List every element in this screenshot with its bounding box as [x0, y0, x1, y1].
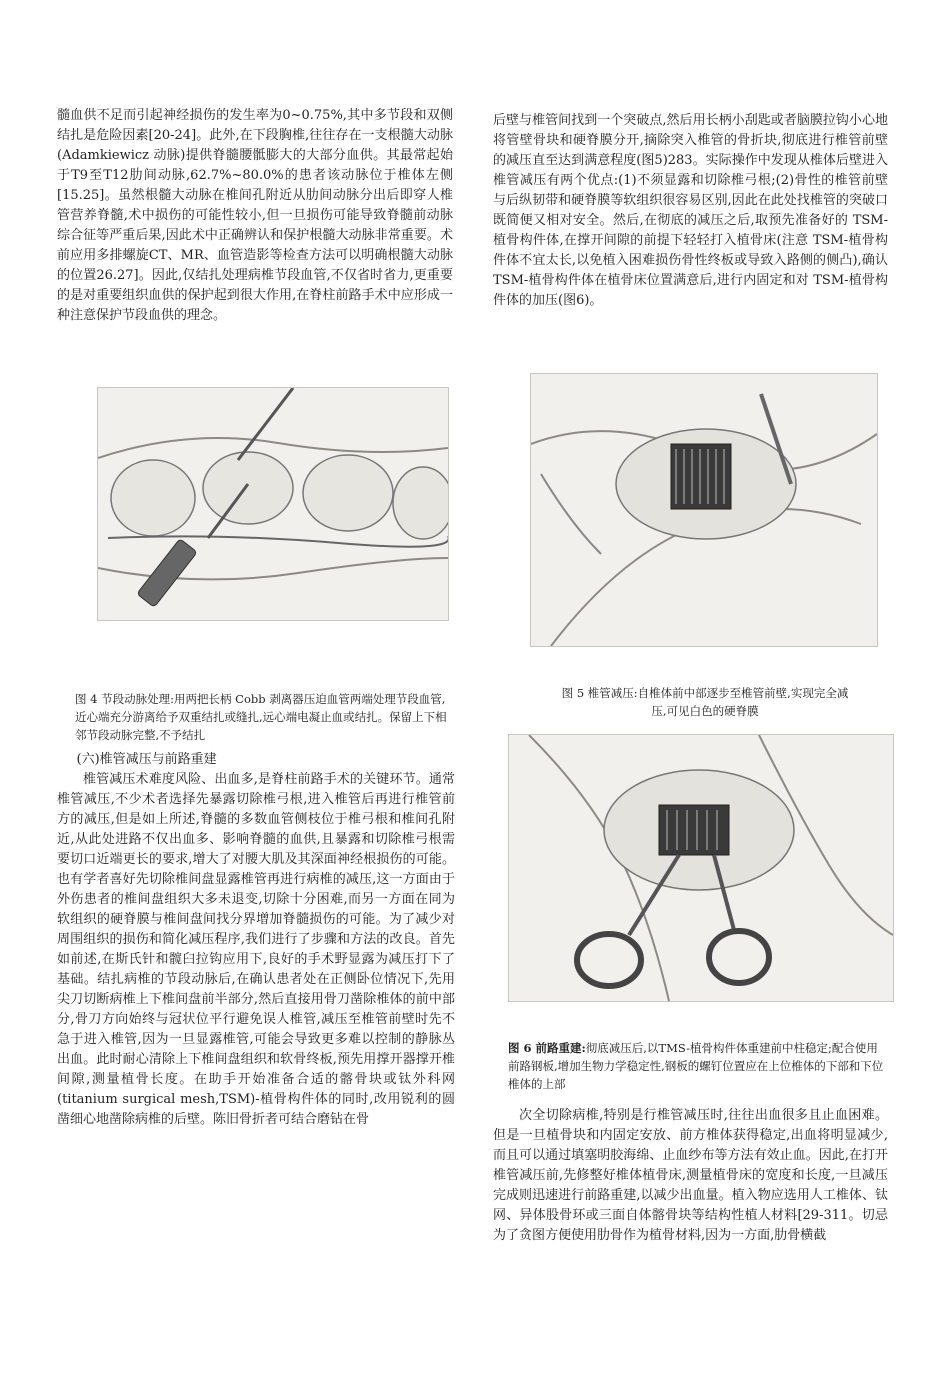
section-heading: (六)椎管减压与前路重建: [76, 752, 217, 767]
body-paragraph: 椎管减压术难度风险、出血多,是脊柱前路手术的关键环节。通常椎管减压,不少术者选择先暴露切除椎弓根,进入椎管后再进行椎管前方的减压,但是如上所述,脊髓的多数血管侧枝位于椎弓根和椎间孔附近,从此处进路不仅出血多、影响脊髓的血供,且暴露和切除椎弓根需要切口近端更长的要求,增大了对腰大肌及其深面神经根损伤的可能。也有学者喜好先切除椎间盘显露椎管再进行病椎的减压,这一方面由于外伤患者的椎间盘组织大多未退变,切除十分困难,而另一方面在同为软组织的硬脊膜与椎间盘间找分界增加脊髓损伤的可能。为了减少对周围组织的损伤和简化减压程序,我们进行了步骤和方法的改良。首先如前述,在斯氏针和髋臼拉钩应用下,良好的手术野显露为减压打下了基础。结扎病椎的节段动脉后,在确认患者处在正侧卧位情况下,先用尖刀切断病椎上下椎间盘前半部分,然后直接用骨刀凿除椎体的前中部分,骨刀方向始终与冠状位平行避免误人椎管,减压至椎管前壁时先不急于进入椎管,因为一旦显露椎管,可能会导致更多难以控制的静脉丛出血。此时耐心清除上下椎间盘组织和软骨终板,预先用撑开器撑开椎间隙,测量植骨长度。在助手开始准备合适的髂骨块或钛外科网(titanium surgical mesh,TSM)-植骨构件体的同时,改用锐利的圆凿细心地凿除病椎的后壁。陈旧骨折者可结合磨钻在骨: [57, 772, 455, 1127]
left-column-top: [57, 106, 453, 326]
right-column-top: [493, 111, 888, 311]
body-paragraph: 次全切除病椎,特别是行椎管减压时,往往出血很多且止血困难。但是一旦植骨块和内固定安放、前方椎体获得稳定,出血将明显减少,而且可以通过填塞明胶海绵、止血纱布等方法有效止血。因此,在打开椎管减压前,先修整好椎体植骨床,测量植骨床的宽度和长度,一旦减压完成则迅速进行前路重建,以减少出血量。植入物应选用人工椎体、钛网、异体股骨环或三面自体髂骨块等结构性植人材料[29-311。切忌为了贪图方便使用肋骨作为植骨材料,因为一方面,肋骨横截: [493, 1108, 888, 1243]
canal-decompression-drawing: [531, 374, 877, 646]
body-paragraph: 后壁与椎管间找到一个突破点,然后用长柄小刮匙或者脑膜拉钩小心地将管壁骨块和硬脊膜分开,摘除突入椎管的骨折块,彻底进行椎管前壁的减压直至达到满意程度(图5)283。实际操作中发现从椎体后壁进入椎管减压有两个优点:(1)不须显露和切除椎弓根;(2)骨性的椎管前壁与后纵韧带和硬脊膜等软组织很容易区别,因此在此处找椎管的突破口既简便又相对安全。然后,在彻底的减压之后,取预先准备好的 TSM-植骨构件体,在撑开间隙的前提下轻轻打入植骨床(注意 TSM-植骨构件体不宜太长,以免植入困难损伤骨性终板或导致入路侧的侧凸),确认 TSM-植骨构件体在植骨床位置满意后,进行内固定和对 TSM-植骨构件体的加压(图6)。: [493, 113, 888, 308]
figure-6-caption: [508, 1039, 888, 1093]
figure-6-caption-text: 彻底减压后,以TMS-植骨构件体重建前中柱稳定;配合使用前路钢板,增加生物力学稳定性,钢板的螺钉位置应在上位椎体的下部和下位椎体的上部: [508, 1041, 884, 1091]
left-column-bottom: [57, 750, 455, 1130]
segmental-artery-drawing: [98, 388, 448, 620]
body-paragraph: 髓血供不足而引起神经损伤的发生率为0~0.75%,其中多节段和双侧结扎是危险因素[20-24]。此外,在下段胸椎,往往存在一支根髓大动脉(Adamkiewicz 动脉)提供脊髓腰骶膨大的大部分血供。其最常起始于T9至T12肋间动脉,62.7%~80.0%的患者该动脉位于椎体左侧[15.25]。虽然根髓大动脉在椎间孔附近从肋间动脉分出后即穿人椎管营养脊髓,术中损伤的可能性较小,但一旦损伤可能导致脊髓前动脉综合征等严重后果,因此术中正确辨认和保护根髓大动脉非常重要。术前应用多排螺旋CT、MR、血管造影等检查方法可以明确根髓大动脉的位置26.27]。因此,仅结扎处理病椎节段血管,不仅省时省力,更重要的是对重要组织血供的保护起到很大作用,在脊柱前路手术中应形成一种注意保护节段血供的理念。: [57, 108, 453, 323]
figure-6-caption-label: 图 6 前路重建:: [508, 1041, 586, 1055]
right-column-bottom: [493, 1106, 888, 1246]
figure-6-illustration: [508, 734, 894, 1002]
figure-4-illustration: [97, 387, 449, 621]
figure-4-caption: 图 4 节段动脉处理:用两把长柄 Cobb 剥离器压迫血管两端处理节段血管,近心端充分游离给予双重结扎或缝扎,远心端电凝止血或结扎。保留上下相邻节段动脉完整,不予结扎: [75, 692, 447, 742]
figure-5-caption: 图 5 椎管减压:自椎体前中部逐步至椎管前壁,实现完全减压,可见白色的硬脊膜: [561, 686, 849, 718]
anterior-reconstruction-drawing: [509, 735, 893, 1001]
figure-5-illustration: [530, 373, 878, 647]
